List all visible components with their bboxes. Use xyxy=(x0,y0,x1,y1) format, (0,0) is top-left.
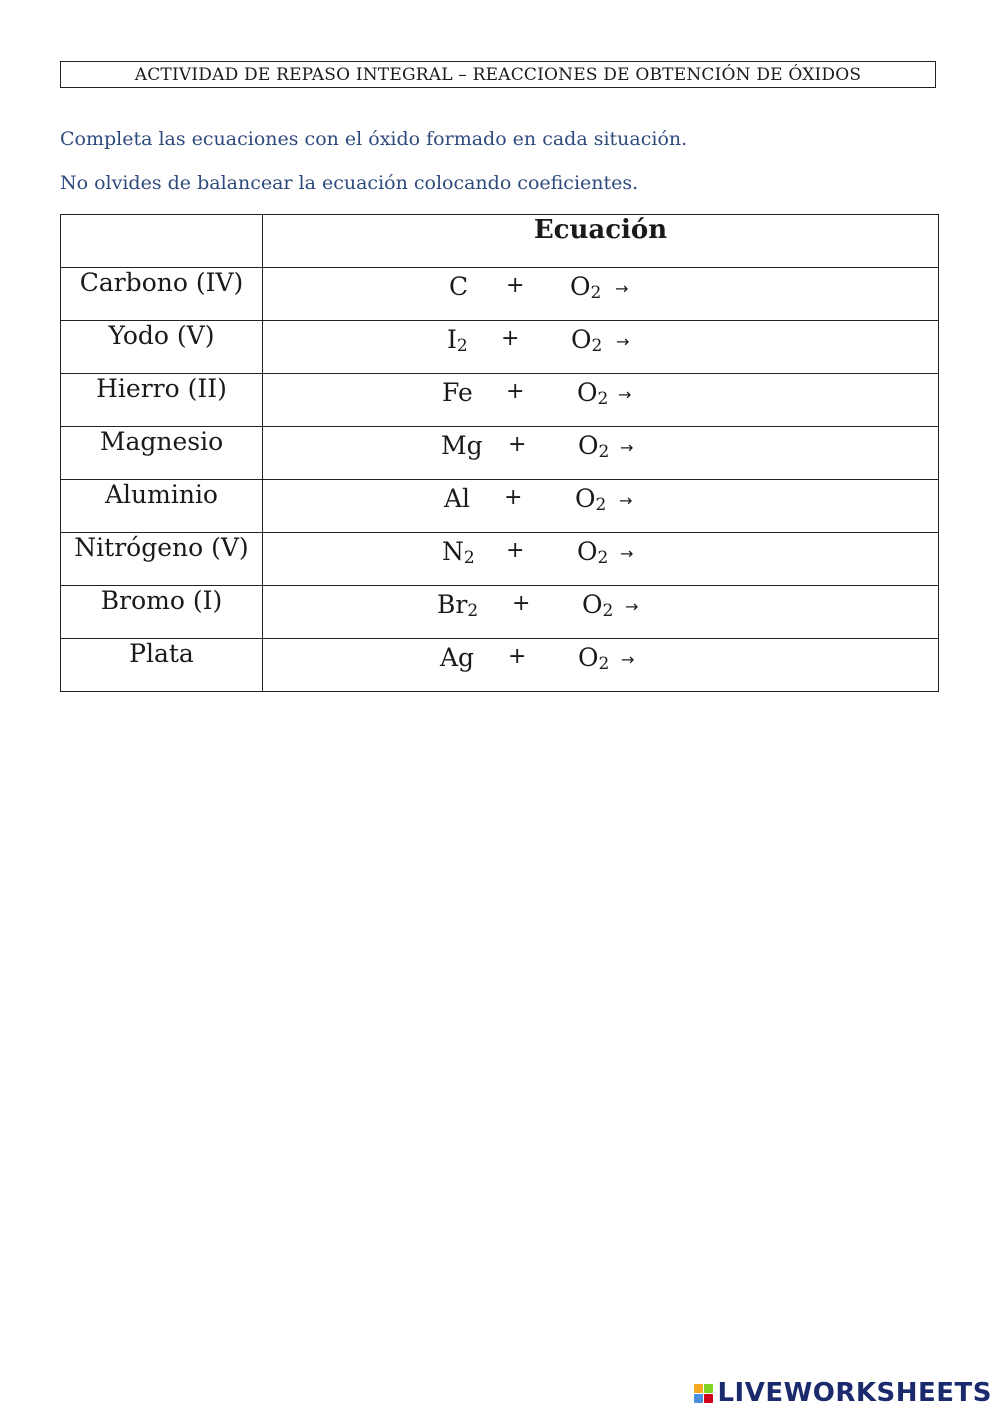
reactant-formula xyxy=(442,378,473,409)
oxygen-symbol: O xyxy=(571,325,592,354)
oxygen-subscript: 2 xyxy=(595,495,607,515)
oxygen-formula xyxy=(571,325,602,356)
oxygen-formula xyxy=(575,484,606,515)
oxygen-subscript: 2 xyxy=(591,336,603,356)
liveworksheets-logo xyxy=(694,1378,992,1408)
reactant-formula xyxy=(442,537,475,568)
equation-cell[interactable] xyxy=(263,268,939,321)
arrow-icon: → xyxy=(618,385,632,404)
table-row xyxy=(61,480,939,533)
equation-cell[interactable] xyxy=(263,374,939,427)
header-left xyxy=(61,215,263,268)
table-row xyxy=(61,321,939,374)
instruction-complete: Completa las ecuaciones con el óxido formado en cada situación. xyxy=(60,128,688,150)
reactant-formula xyxy=(447,325,468,356)
oxygen-symbol: O xyxy=(582,590,603,619)
element-name: Aluminio xyxy=(61,480,263,533)
reactant-formula xyxy=(437,590,478,621)
plus-sign: + xyxy=(506,273,525,298)
plus-sign: + xyxy=(501,326,520,351)
arrow-icon: → xyxy=(625,597,639,616)
element-name: Yodo (V) xyxy=(61,321,263,374)
reactant-symbol: N xyxy=(442,537,464,566)
arrow-icon: → xyxy=(620,544,634,563)
oxygen-formula xyxy=(570,272,601,303)
table-row xyxy=(61,374,939,427)
reactant-symbol: Fe xyxy=(442,378,473,407)
arrow-icon: → xyxy=(616,332,630,351)
reactant-symbol: Al xyxy=(444,484,471,513)
header-equation: Ecuación xyxy=(263,215,939,268)
logo-text: LIVEWORKSHEETS xyxy=(717,1378,992,1408)
worksheet-title: ACTIVIDAD DE REPASO INTEGRAL – REACCIONES DE OBTENCIÓN DE ÓXIDOS xyxy=(60,61,936,88)
reactant-subscript: 2 xyxy=(456,336,468,356)
plus-sign: + xyxy=(506,379,525,404)
arrow-icon: → xyxy=(620,438,634,457)
element-name: Magnesio xyxy=(61,427,263,480)
oxygen-symbol: O xyxy=(570,272,591,301)
table-row xyxy=(61,586,939,639)
equation-cell[interactable] xyxy=(263,427,939,480)
reactant-subscript: 2 xyxy=(463,548,475,568)
element-name: Bromo (I) xyxy=(61,586,263,639)
equations-table xyxy=(60,214,939,692)
logo-square xyxy=(694,1394,703,1403)
oxygen-formula xyxy=(578,431,609,462)
table-row xyxy=(61,427,939,480)
instruction-balance: No olvides de balancear la ecuación colocando coeficientes. xyxy=(60,172,639,194)
plus-sign: + xyxy=(512,591,531,616)
table-row xyxy=(61,533,939,586)
logo-mark-icon xyxy=(694,1384,713,1403)
reactant-formula xyxy=(440,643,474,674)
equation-cell[interactable] xyxy=(263,480,939,533)
reactant-subscript: 2 xyxy=(467,601,479,621)
oxygen-symbol: O xyxy=(577,537,598,566)
plus-sign: + xyxy=(508,432,527,457)
equation-cell[interactable] xyxy=(263,586,939,639)
plus-sign: + xyxy=(508,644,527,669)
arrow-icon: → xyxy=(619,491,633,510)
arrow-icon: → xyxy=(615,279,629,298)
reactant-symbol: Mg xyxy=(441,431,483,460)
table-row xyxy=(61,268,939,321)
reactant-formula xyxy=(449,272,468,303)
arrow-icon: → xyxy=(621,650,635,669)
logo-square xyxy=(704,1384,713,1393)
reactant-symbol: C xyxy=(449,272,469,301)
oxygen-symbol: O xyxy=(578,431,599,460)
equation-cell[interactable] xyxy=(263,533,939,586)
logo-square xyxy=(704,1394,713,1403)
oxygen-subscript: 2 xyxy=(598,442,610,462)
oxygen-symbol: O xyxy=(578,643,599,672)
oxygen-subscript: 2 xyxy=(602,601,614,621)
reactant-formula xyxy=(441,431,483,462)
oxygen-subscript: 2 xyxy=(598,654,610,674)
logo-square xyxy=(694,1384,703,1393)
oxygen-subscript: 2 xyxy=(597,548,609,568)
reactant-symbol: Ag xyxy=(440,643,475,672)
reactant-formula xyxy=(444,484,470,515)
equation-cell[interactable] xyxy=(263,321,939,374)
reactant-symbol: I xyxy=(447,325,457,354)
oxygen-subscript: 2 xyxy=(590,283,602,303)
oxygen-formula xyxy=(577,537,608,568)
equation-cell[interactable] xyxy=(263,639,939,692)
oxygen-symbol: O xyxy=(575,484,596,513)
element-name: Nitrógeno (V) xyxy=(61,533,263,586)
oxygen-formula xyxy=(578,643,609,674)
element-name: Carbono (IV) xyxy=(61,268,263,321)
reactant-symbol: Br xyxy=(437,590,468,619)
oxygen-formula xyxy=(577,378,608,409)
element-name: Plata xyxy=(61,639,263,692)
plus-sign: + xyxy=(506,538,525,563)
table-header-row xyxy=(61,215,939,268)
oxygen-symbol: O xyxy=(577,378,598,407)
oxygen-formula xyxy=(582,590,613,621)
table-row xyxy=(61,639,939,692)
plus-sign: + xyxy=(504,485,523,510)
oxygen-subscript: 2 xyxy=(597,389,609,409)
element-name: Hierro (II) xyxy=(61,374,263,427)
